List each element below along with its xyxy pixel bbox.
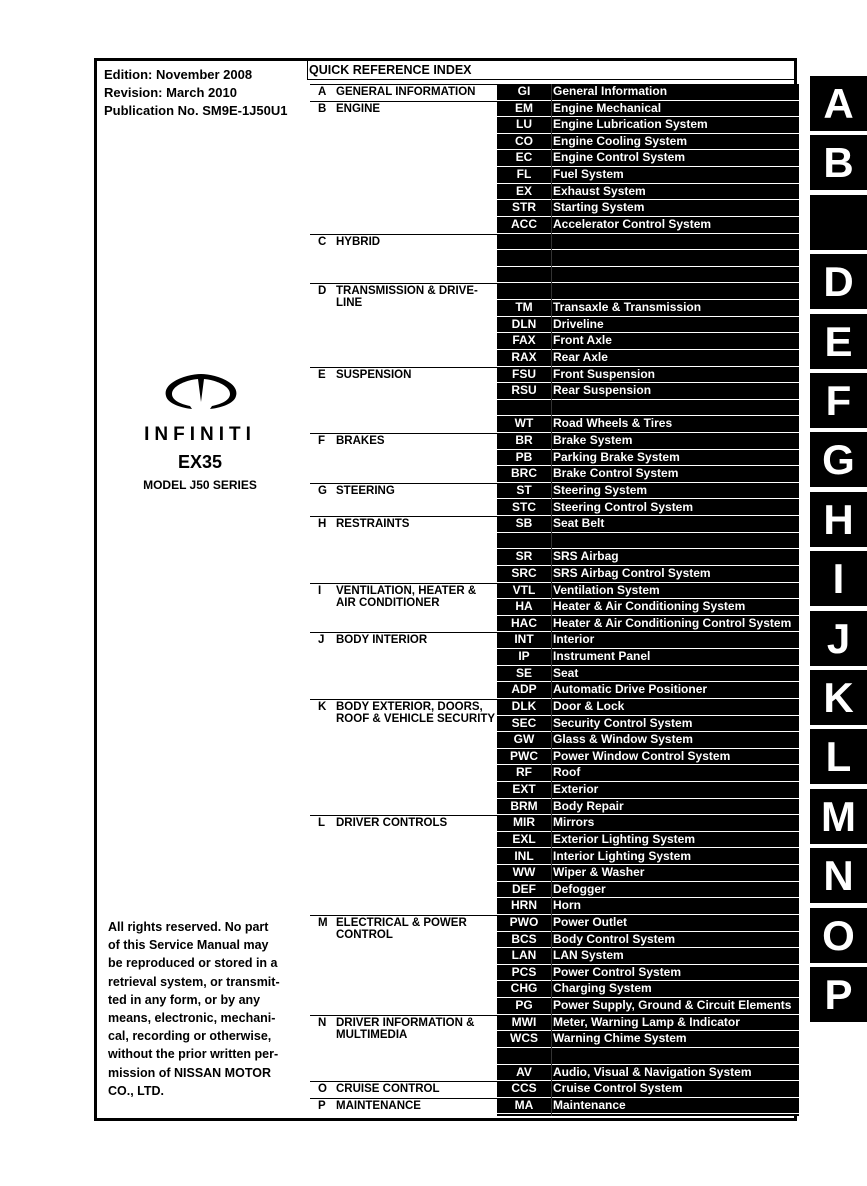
index-row[interactable]: [497, 566, 799, 583]
section-code: EM: [515, 100, 533, 115]
section-code: PCS: [511, 964, 537, 979]
index-row[interactable]: [497, 765, 799, 782]
index-row[interactable]: [497, 666, 799, 683]
index-row[interactable]: [497, 849, 799, 866]
section-name: Instrument Panel: [553, 649, 651, 664]
group-letter: D: [318, 285, 327, 298]
group-letter: C: [318, 235, 327, 248]
index-row[interactable]: [497, 283, 799, 300]
index-row[interactable]: [497, 915, 799, 932]
section-name: Engine Lubrication System: [553, 117, 708, 132]
index-row[interactable]: [497, 716, 799, 733]
index-row[interactable]: [497, 932, 799, 949]
group-title: GENERAL INFORMATION: [336, 86, 476, 98]
index-row[interactable]: [497, 699, 799, 716]
copyright-notice: [108, 918, 298, 1100]
section-code: PG: [515, 998, 533, 1013]
group-title: ENGINE: [336, 102, 381, 115]
index-row[interactable]: [497, 732, 799, 749]
section-code: WW: [512, 865, 536, 880]
section-code: DLN: [511, 316, 537, 331]
index-row[interactable]: [497, 583, 799, 600]
group-heading: [310, 815, 498, 830]
section-tab[interactable]: H: [810, 492, 867, 547]
section-name: Ventilation System: [553, 582, 660, 597]
group-letter: O: [318, 1083, 327, 1096]
copyright-line: CO., LTD.: [108, 1083, 165, 1098]
group-title: BODY EXTERIOR, DOORS, ROOF & VEHICLE SECURITY: [336, 700, 496, 725]
section-name: Body Control System: [553, 931, 676, 946]
group-heading: [310, 1015, 498, 1041]
section-name: SRS Airbag: [553, 549, 619, 564]
group-heading: [310, 583, 498, 609]
section-name: Wiper & Washer: [553, 865, 645, 880]
section-name: Accelerator Control System: [553, 216, 712, 231]
section-name: Exterior: [553, 782, 599, 797]
section-code: PB: [515, 449, 533, 464]
section-code: AV: [516, 1064, 532, 1079]
group-heading: [310, 283, 498, 310]
index-row[interactable]: [497, 217, 799, 234]
section-name: Heater & Air Conditioning System: [553, 599, 746, 614]
section-groups: [310, 84, 498, 1116]
group-heading: [310, 483, 498, 497]
section-code: HAC: [511, 615, 537, 630]
group-title: BODY INTERIOR: [336, 634, 428, 647]
section-name: Body Repair: [553, 798, 624, 813]
publication-info: [104, 66, 288, 120]
section-name: Steering System: [553, 482, 648, 497]
index-row[interactable]: [497, 1065, 799, 1082]
index-row[interactable]: [497, 200, 799, 217]
section-code: BR: [515, 433, 533, 448]
section-tab[interactable]: O: [810, 908, 867, 963]
index-row[interactable]: [497, 882, 799, 899]
group-heading: [310, 433, 498, 448]
section-code: LAN: [511, 948, 537, 963]
section-code: EXT: [512, 782, 536, 797]
section-code: SRC: [511, 565, 537, 580]
group-heading: [310, 234, 498, 248]
revision-text: Revision: March 2010: [104, 85, 237, 100]
index-row[interactable]: [497, 749, 799, 766]
index-row[interactable]: [497, 815, 799, 832]
section-name: Interior: [553, 632, 595, 647]
copyright-line: without the prior written per-: [108, 1047, 279, 1062]
section-tab[interactable]: N: [810, 848, 867, 903]
index-row[interactable]: [497, 948, 799, 965]
section-code: FSU: [512, 366, 536, 381]
index-row[interactable]: [497, 300, 799, 317]
section-name: Brake Control System: [553, 466, 679, 481]
group-title: DRIVER CONTROLS: [336, 817, 448, 830]
section-name: Heater & Air Conditioning Control System: [553, 615, 792, 630]
section-code: VTL: [512, 582, 536, 597]
group-title: MAINTENANCE: [336, 1099, 421, 1112]
section-name: Charging System: [553, 981, 652, 996]
section-name: Door & Lock: [553, 698, 625, 713]
section-tab[interactable]: E: [810, 314, 867, 369]
group-heading: [310, 699, 498, 725]
section-code: EX: [515, 183, 532, 198]
publication-number: Publication No. SM9E-1J50U1: [104, 103, 288, 118]
section-name: Fuel System: [553, 167, 624, 182]
copyright-line: mission of NISSAN MOTOR: [108, 1065, 271, 1080]
section-tab[interactable]: A: [810, 76, 867, 131]
section-tab[interactable]: L: [810, 729, 867, 784]
quick-reference-title: QUICK REFERENCE INDEX: [307, 60, 795, 80]
model-name: EX35: [177, 452, 223, 472]
index-row[interactable]: [497, 549, 799, 566]
index-row[interactable]: [497, 333, 799, 350]
group-title: TRANSMISSION & DRIVE-LINE: [336, 285, 478, 310]
index-row[interactable]: [497, 267, 799, 284]
index-row[interactable]: [497, 383, 799, 400]
index-row[interactable]: [497, 400, 799, 417]
section-code: LU: [516, 117, 532, 132]
infiniti-logo-icon: [160, 372, 242, 412]
section-name: Road Wheels & Tires: [553, 416, 673, 431]
model-series: MODEL J50 SERIES: [143, 478, 257, 492]
section-name: Seat Belt: [553, 516, 605, 531]
group-title: CRUISE CONTROL: [336, 1083, 440, 1096]
section-name: Transaxle & Transmission: [553, 300, 702, 315]
index-row[interactable]: [497, 516, 799, 533]
section-name: Parking Brake System: [553, 449, 680, 464]
section-code: BRC: [511, 466, 537, 481]
group-heading: [310, 1098, 498, 1112]
section-name: Horn: [553, 898, 581, 913]
copyright-line: cal, recording or otherwise,: [108, 1029, 272, 1044]
section-code: SB: [515, 516, 533, 531]
index-row[interactable]: [497, 367, 799, 384]
section-code: INT: [514, 632, 534, 647]
index-row[interactable]: [497, 167, 799, 184]
index-row[interactable]: [497, 150, 799, 167]
section-code: ST: [516, 482, 532, 497]
section-name: Audio, Visual & Navigation System: [553, 1064, 752, 1079]
section-name: Front Axle: [553, 333, 612, 348]
section-code: IP: [518, 649, 530, 664]
section-tab[interactable]: B: [810, 135, 867, 190]
section-code: CO: [515, 133, 533, 148]
group-letter: B: [318, 102, 327, 115]
section-name: Exterior Lighting System: [553, 831, 696, 846]
section-code: FAX: [512, 333, 536, 348]
section-name: Interior Lighting System: [553, 848, 692, 863]
section-name: Engine Cooling System: [553, 133, 688, 148]
column-separator: [551, 84, 552, 1116]
section-name: General Information: [553, 84, 668, 98]
index-row[interactable]: [497, 632, 799, 649]
section-code: EC: [515, 150, 533, 165]
section-code: BCS: [511, 931, 537, 946]
group-heading: [310, 367, 498, 381]
section-name: Mirrors: [553, 815, 595, 830]
index-row[interactable]: [497, 682, 799, 699]
group-title: HYBRID: [336, 235, 381, 248]
index-row[interactable]: [497, 317, 799, 334]
group-title: ELECTRICAL & POWER CONTROL: [336, 917, 467, 941]
edition-text: Edition: November 2008: [104, 67, 253, 82]
section-code: ADP: [511, 682, 537, 697]
group-letter: N: [318, 1016, 327, 1029]
section-name: Power Outlet: [553, 915, 628, 929]
section-name: Defogger: [553, 881, 606, 896]
section-name: Steering Control System: [553, 499, 694, 514]
group-letter: P: [318, 1099, 326, 1112]
section-tab[interactable]: J: [810, 611, 867, 666]
index-row[interactable]: [497, 865, 799, 882]
index-row[interactable]: [497, 250, 799, 267]
group-heading: [310, 915, 498, 941]
group-heading: [310, 1081, 498, 1096]
index-row[interactable]: [497, 134, 799, 151]
section-name: Power Window Control System: [553, 748, 731, 763]
index-row[interactable]: [497, 799, 799, 816]
section-name: Rear Suspension: [553, 383, 652, 398]
section-code: MA: [514, 1097, 534, 1112]
section-name: Seat: [553, 665, 579, 680]
group-title: DRIVER INFORMATION & MULTIMEDIA: [336, 1016, 475, 1041]
index-row[interactable]: [497, 483, 799, 500]
group-title: SUSPENSION: [336, 368, 412, 381]
group-letter: E: [318, 368, 326, 381]
copyright-line: of this Service Manual may: [108, 938, 269, 953]
index-row[interactable]: [497, 832, 799, 849]
index-row[interactable]: [497, 1098, 799, 1115]
group-letter: H: [318, 518, 327, 531]
section-name: LAN System: [553, 948, 624, 963]
section-tab[interactable]: [810, 195, 867, 250]
section-tab[interactable]: K: [810, 670, 867, 725]
index-row[interactable]: [497, 466, 799, 483]
index-row[interactable]: [497, 433, 799, 450]
group-letter: J: [318, 634, 325, 647]
group-title: BRAKES: [336, 435, 385, 448]
section-code: SE: [515, 665, 532, 680]
section-code: WT: [514, 416, 534, 431]
section-name: Meter, Warning Lamp & Indicator: [553, 1014, 740, 1029]
section-code: MIR: [513, 815, 535, 830]
group-heading: [310, 101, 498, 115]
section-name: Security Control System: [553, 715, 693, 730]
group-title: STEERING: [336, 484, 395, 497]
section-code: HA: [515, 599, 533, 614]
group-title: RESTRAINTS: [336, 518, 410, 531]
section-name: SRS Airbag Control System: [553, 565, 711, 580]
section-name: Engine Control System: [553, 150, 686, 165]
index-row[interactable]: [497, 981, 799, 998]
section-tab[interactable]: P: [810, 967, 867, 1022]
section-name: Glass & Window System: [553, 732, 693, 747]
section-name: Brake System: [553, 433, 633, 448]
group-heading: [310, 516, 498, 531]
section-code: BRM: [510, 798, 538, 813]
section-tab[interactable]: G: [810, 432, 867, 487]
copyright-line: means, electronic, mechani-: [108, 1011, 276, 1026]
section-code: PWO: [509, 915, 539, 929]
section-name: Maintenance: [553, 1097, 626, 1112]
group-letter: L: [318, 817, 326, 830]
section-code: HRN: [511, 898, 537, 913]
section-code: RAX: [511, 349, 537, 364]
copyright-line: All rights reserved. No part: [108, 920, 269, 934]
index-row[interactable]: [497, 898, 799, 915]
section-code: SEC: [511, 715, 537, 730]
index-row[interactable]: [497, 649, 799, 666]
index-row[interactable]: [497, 998, 799, 1015]
index-row[interactable]: [497, 616, 799, 633]
index-row[interactable]: [497, 84, 799, 101]
section-name: Driveline: [553, 316, 604, 331]
brand-name: INFINITI: [144, 424, 256, 445]
section-name: Roof: [553, 765, 581, 780]
group-heading: [310, 84, 498, 98]
section-tab[interactable]: I: [810, 551, 867, 606]
section-tab[interactable]: M: [810, 789, 867, 844]
index-row[interactable]: [497, 416, 799, 433]
section-name: Rear Axle: [553, 349, 608, 364]
section-name: Engine Mechanical: [553, 100, 662, 115]
index-row[interactable]: [497, 1031, 799, 1048]
index-row[interactable]: [497, 117, 799, 134]
index-row[interactable]: [497, 599, 799, 616]
section-code: GI: [517, 84, 531, 98]
section-name: Front Suspension: [553, 366, 655, 381]
section-code: PWC: [510, 748, 538, 763]
section-code: DLK: [511, 698, 537, 713]
section-code: STC: [512, 499, 536, 514]
index-row[interactable]: [497, 101, 799, 118]
section-code: STR: [512, 200, 536, 215]
section-name: Automatic Drive Positioner: [553, 682, 708, 697]
section-code: MWI: [511, 1014, 537, 1029]
index-row[interactable]: [497, 965, 799, 982]
section-name: Starting System: [553, 200, 645, 215]
index-row[interactable]: [497, 450, 799, 467]
section-code: RF: [516, 765, 532, 780]
section-code: CHG: [510, 981, 538, 996]
section-code: CCS: [511, 1081, 537, 1096]
index-row[interactable]: [497, 1048, 799, 1065]
group-letter: K: [318, 700, 327, 713]
group-letter: F: [318, 435, 326, 448]
group-letter: G: [318, 484, 327, 497]
copyright-line: be reproduced or stored in a: [108, 956, 278, 971]
section-name: Exhaust System: [553, 183, 646, 198]
section-code: SR: [515, 549, 533, 564]
section-code: EXL: [512, 831, 536, 846]
section-code: FL: [516, 167, 532, 182]
section-code: RSU: [511, 383, 537, 398]
group-letter: M: [318, 917, 328, 929]
section-code: ACC: [511, 216, 537, 231]
section-code: DEF: [512, 881, 536, 896]
index-row[interactable]: [497, 234, 799, 251]
section-tab[interactable]: F: [810, 373, 867, 428]
section-code: WCS: [510, 1031, 538, 1046]
group-title: VENTILATION, HEATER & AIR CONDITIONER: [336, 584, 477, 609]
copyright-line: ted in any form, or by any: [108, 992, 261, 1007]
index-row[interactable]: [497, 500, 799, 517]
section-code: INL: [514, 848, 534, 863]
index-row[interactable]: [497, 533, 799, 550]
index-row[interactable]: [497, 184, 799, 201]
section-name: Power Control System: [553, 964, 682, 979]
index-row[interactable]: [497, 1015, 799, 1032]
section-code: GW: [513, 732, 535, 747]
index-row[interactable]: [497, 350, 799, 367]
section-name: Warning Chime System: [553, 1031, 687, 1046]
group-letter: I: [318, 584, 322, 597]
index-row[interactable]: [497, 782, 799, 799]
section-tab[interactable]: D: [810, 254, 867, 309]
section-name: Power Supply, Ground & Circuit Elements: [553, 998, 792, 1013]
group-letter: A: [318, 86, 327, 98]
copyright-line: retrieval system, or transmit-: [108, 974, 280, 989]
section-name: Cruise Control System: [553, 1081, 683, 1096]
section-code: TM: [515, 300, 533, 315]
index-row[interactable]: [497, 1081, 799, 1098]
group-heading: [310, 632, 498, 647]
